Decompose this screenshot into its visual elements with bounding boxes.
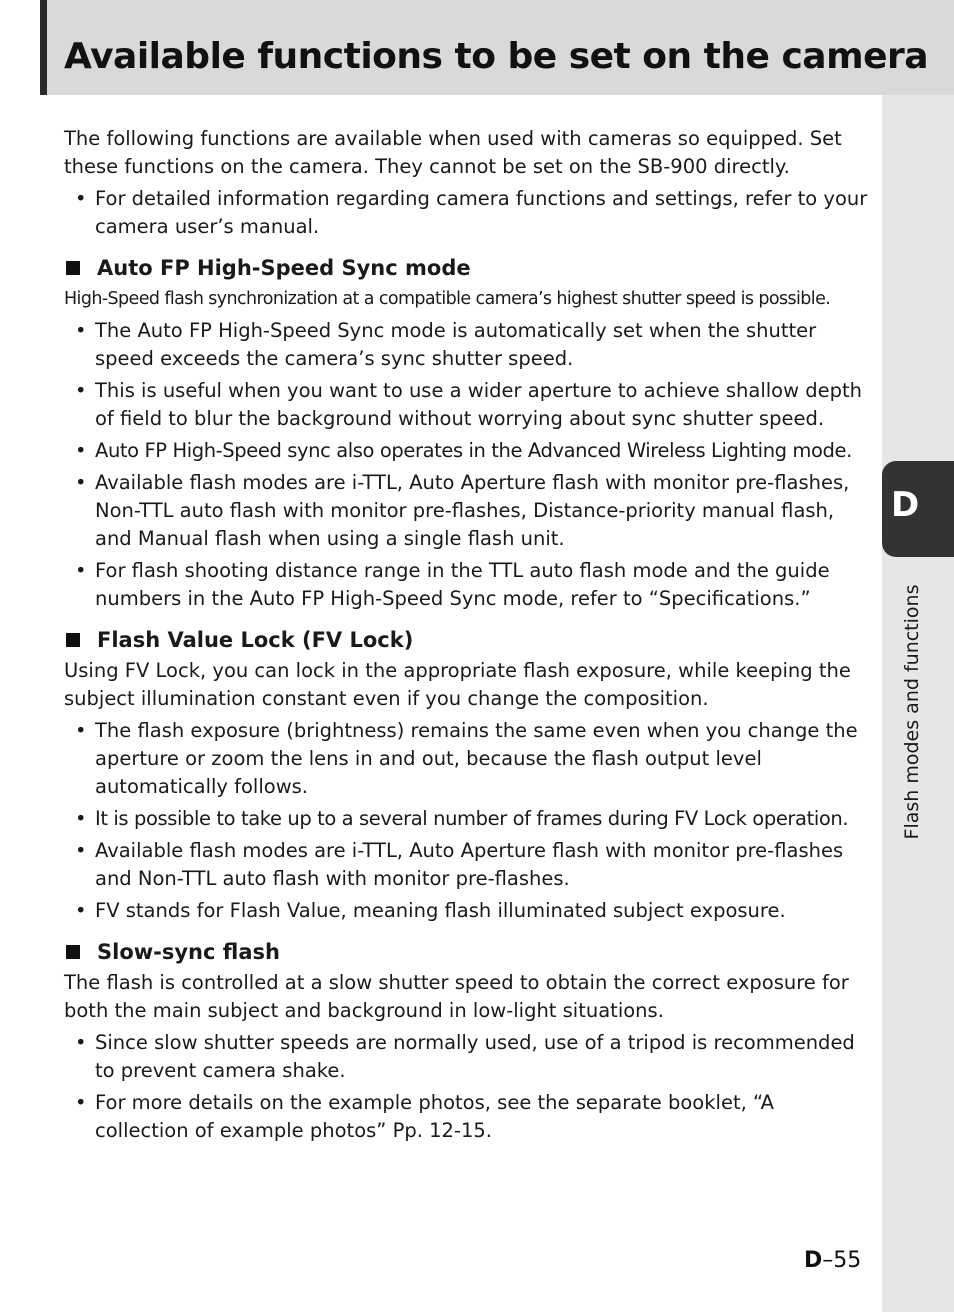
list-item: • Auto FP High-Speed sync also operates in the Advanced Wireless Lighting mode. [64, 437, 872, 465]
page-title: Available functions to be set on the camera [64, 36, 929, 77]
section-fv-lock [64, 625, 872, 925]
list-item: • The Auto FP High-Speed Sync mode is automatically set when the shutter speed exceeds the camera’s sync shutter speed. [64, 317, 872, 373]
chapter-letter: D [891, 485, 920, 525]
list-item: • FV stands for Flash Value, meaning flash illuminated subject exposure. [64, 897, 872, 925]
section-heading-text: Slow-sync flash [97, 940, 280, 964]
section-auto-fp [64, 253, 872, 613]
list-item: • Available flash modes are i-TTL, Auto Aperture flash with monitor pre-flashes, Non-TTL auto flash with monitor pre-flashes, Distance-priority manual flash, and Manual flash when using a single flash unit. [64, 469, 872, 553]
square-bullet-icon [66, 945, 80, 959]
main-content [64, 125, 872, 1149]
section-slow-sync [64, 937, 872, 1145]
square-bullet-icon [66, 633, 80, 647]
section-paragraph: The flash is controlled at a slow shutter speed to obtain the correct exposure for both the main subject and background in low-light situations. [64, 971, 849, 1022]
section-heading-text: Auto FP High-Speed Sync mode [97, 256, 471, 280]
section-bullet-list [64, 717, 872, 925]
page-number-separator: – [822, 1248, 834, 1273]
list-item: • For more details on the example photos, see the separate booklet, “A collection of example photos” Pp. 12-15. [64, 1089, 872, 1145]
page-number-letter: D [804, 1248, 823, 1273]
page-number [804, 1248, 861, 1273]
list-item: • For detailed information regarding camera functions and settings, refer to your camera user’s manual. [64, 185, 872, 241]
section-heading-text: Flash Value Lock (FV Lock) [97, 628, 414, 652]
section-heading [64, 253, 872, 283]
list-item: • This is useful when you want to use a wider aperture to achieve shallow depth of field to blur the background without worrying about sync shutter speed. [64, 377, 872, 433]
section-paragraph: Using FV Lock, you can lock in the appropriate flash exposure, while keeping the subject illumination constant even if you change the composition. [64, 659, 851, 710]
intro-bullet-list [64, 185, 872, 241]
list-item: • For flash shooting distance range in the TTL auto flash mode and the guide numbers in the Auto FP High-Speed Sync mode, refer to “Specifications.” [64, 557, 872, 613]
list-item: • The flash exposure (brightness) remains the same even when you change the aperture or zoom the lens in and out, because the flash output level automatically follows. [64, 717, 872, 801]
header-accent-bar [40, 0, 47, 95]
list-item: • Since slow shutter speeds are normally used, use of a tripod is recommended to prevent camera shake. [64, 1029, 872, 1085]
section-bullet-list [64, 1029, 872, 1145]
intro-paragraph: The following functions are available when used with cameras so equipped. Set these functions on the camera. They cannot be set on the SB-900 directly. [64, 127, 842, 178]
page-number-value: 55 [833, 1248, 862, 1273]
list-item: • Available flash modes are i-TTL, Auto Aperture flash with monitor pre-flashes and Non-TTL auto flash with monitor pre-flashes. [64, 837, 872, 893]
square-bullet-icon [66, 261, 80, 275]
section-bullet-list [64, 317, 872, 613]
section-heading [64, 625, 872, 655]
section-heading [64, 937, 872, 967]
section-paragraph: High-Speed flash synchronization at a compatible camera’s highest shutter speed is possible. [64, 289, 831, 309]
chapter-section-label: Flash modes and functions [901, 584, 923, 840]
list-item: • It is possible to take up to a several number of frames during FV Lock operation. [64, 805, 872, 833]
